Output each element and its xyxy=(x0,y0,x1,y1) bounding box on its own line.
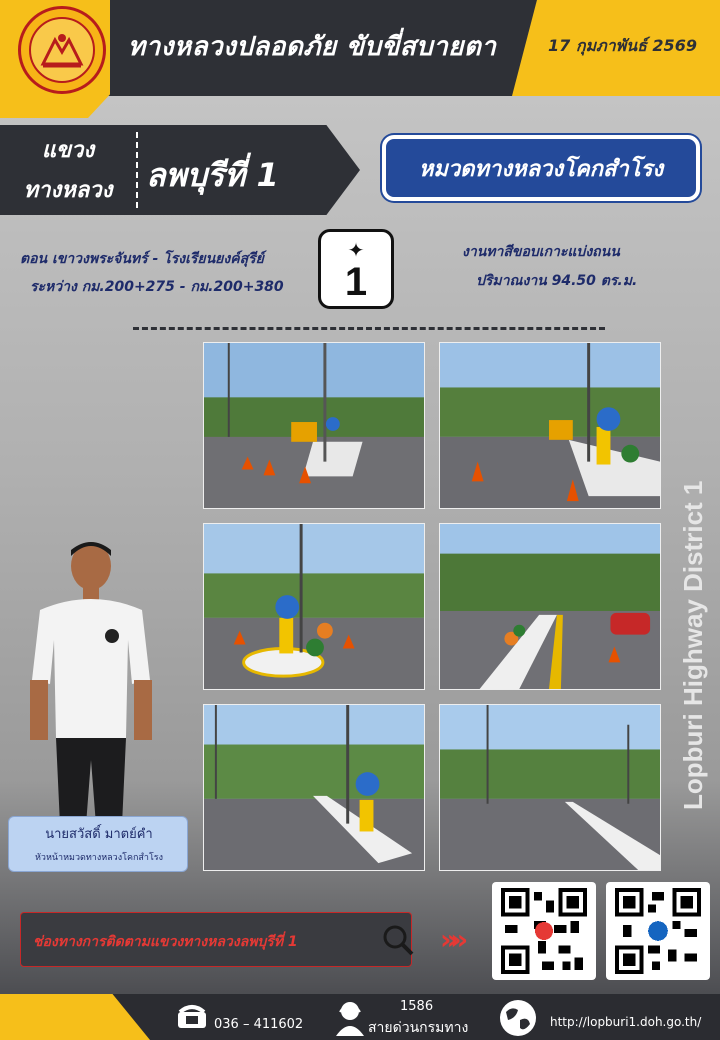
logo-emblem-icon xyxy=(29,17,95,83)
qr-code-map[interactable] xyxy=(492,882,596,980)
district-label-line2: ทางหลวง xyxy=(23,178,113,203)
location-km-range: ระหว่าง กม.200+275 - กม.200+380 xyxy=(30,279,284,295)
hotline-number: 1586 xyxy=(400,999,434,1014)
work-photo-1 xyxy=(203,342,425,509)
follow-channel-text: ช่องทางการติดตามแขวงทางหลวงลพบุรีที่ 1 xyxy=(33,934,298,950)
side-district-label: Lopburi Highway District 1 xyxy=(678,480,708,810)
chevrons-right-icon: »» xyxy=(440,923,461,956)
work-photo-5 xyxy=(203,704,425,871)
globe-icon xyxy=(498,998,538,1040)
page-title: ทางหลวงปลอดภัย ขับขี่สบายตา xyxy=(128,32,497,62)
work-photo-2 xyxy=(439,342,661,509)
work-quantity: ปริมาณงาน 94.50 ตร.ม. xyxy=(476,273,638,289)
route-number-badge xyxy=(318,229,394,309)
work-photo-4 xyxy=(439,523,661,690)
phone-icon xyxy=(176,1004,208,1034)
garuda-icon: ✦ xyxy=(347,238,365,262)
route-number: 1 xyxy=(344,260,368,304)
person-name: นายสวัสดิ์ มาตย์คำ xyxy=(45,827,153,842)
footer-website[interactable]: http://lopburi1.doh.go.th/ xyxy=(550,1015,702,1029)
call-center-icon xyxy=(334,1000,366,1040)
district-name: ลพบุรีที่ 1 xyxy=(146,156,279,194)
follow-channel-box[interactable] xyxy=(20,912,412,967)
work-description: งานทาสีขอบเกาะแบ่งถนน xyxy=(462,244,620,260)
search-icon xyxy=(381,923,415,961)
post-date: 17 กุมภาพันธ์ 2569 xyxy=(548,36,697,55)
district-label-line1: แขวง xyxy=(41,138,95,163)
footer-phone[interactable]: 036 – 411602 xyxy=(214,1017,304,1032)
person-position: หัวหน้าหมวดทางหลวงโคกสำโรง xyxy=(34,853,164,863)
department-logo xyxy=(18,6,106,94)
section-divider xyxy=(133,327,605,330)
hotline-label: สายด่วนกรมทาง xyxy=(368,1020,469,1036)
unit-name-badge: หมวดทางหลวงโคกสำโรง xyxy=(382,135,700,201)
work-photo-3 xyxy=(203,523,425,690)
district-divider xyxy=(136,132,138,208)
qr-code-facebook[interactable] xyxy=(606,882,710,980)
work-photo-6 xyxy=(439,704,661,871)
person-photo xyxy=(28,540,154,825)
location-section: ตอน เขาวงพระจันทร์ - โรงเรียนยงค์สุรีย์ xyxy=(20,251,264,267)
person-name-card xyxy=(8,816,188,872)
